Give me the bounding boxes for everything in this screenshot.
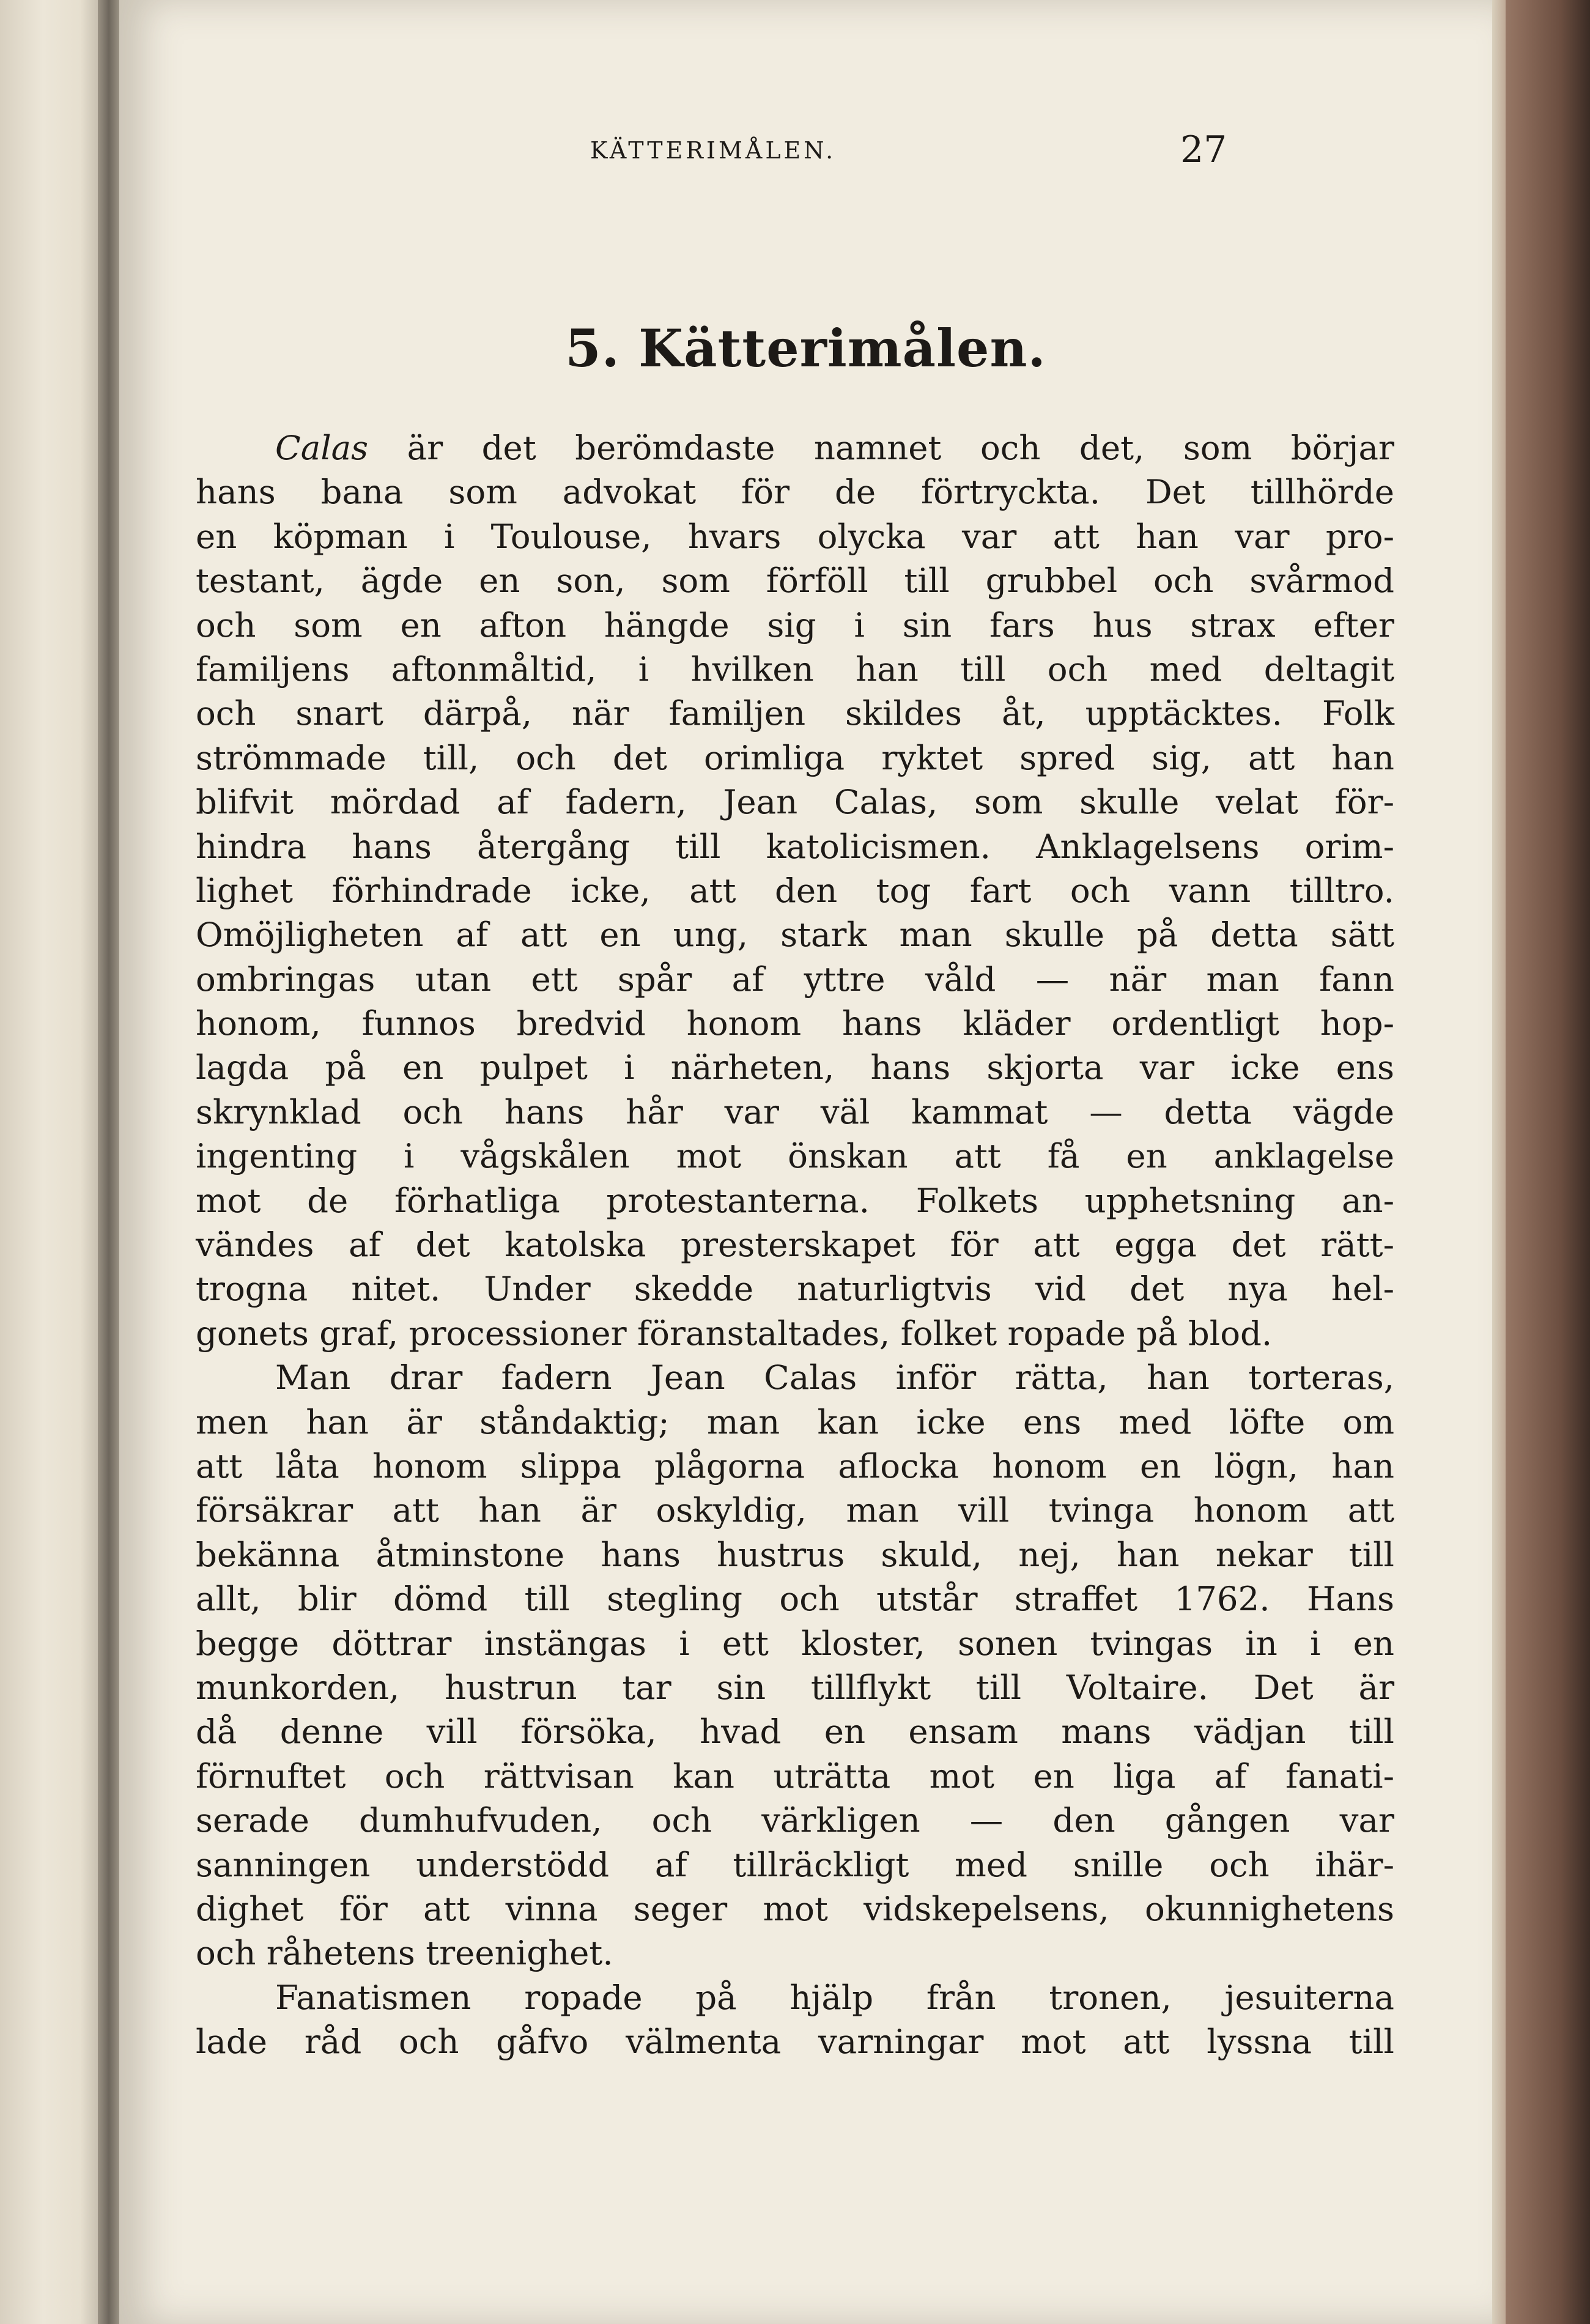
text-line (196, 1311, 1394, 1355)
line-text: lagda på en pulpet i närheten, hans skjorta var icke ens (196, 1048, 1394, 1087)
chapter-title: 5. Kätterimålen. (565, 318, 1046, 379)
text-line (196, 736, 1394, 780)
text-line (196, 1355, 1394, 1399)
text-line (196, 1488, 1394, 1532)
text-line (196, 824, 1394, 868)
text-line (196, 1179, 1394, 1223)
running-head: KÄTTERIMÅLEN. (590, 137, 837, 164)
line-text: trogna nitet. Under skedde naturligtvis vid det nya hel- (196, 1269, 1394, 1309)
text-line (196, 1444, 1394, 1488)
text-line (196, 912, 1394, 957)
italic-name: Calas (275, 428, 369, 467)
text-line (196, 647, 1394, 691)
line-text: familjens aftonmåltid, i hvilken han till och med deltagit (196, 649, 1394, 689)
line-text: men han är ståndaktig; man kan icke ens med löfte om (196, 1402, 1394, 1441)
text-line (196, 1223, 1394, 1267)
body-text (196, 426, 1394, 2063)
line-text: är det berömdaste namnet och det, som börjar (368, 428, 1394, 467)
page-number: 27 (1180, 128, 1227, 171)
text-line (196, 603, 1394, 647)
line-text: vändes af det katolska presterskapet för att egga det rätt- (196, 1225, 1394, 1265)
line-text: bekänna åtminstone hans hustrus skuld, nej, han nekar till (196, 1534, 1394, 1574)
line-text: förnuftet och rättvisan kan uträtta mot en liga af fanati- (196, 1756, 1394, 1796)
text-line (196, 780, 1394, 824)
line-text: och råhetens treenighet. (196, 1933, 613, 1973)
text-line (196, 1533, 1394, 1577)
text-line (196, 1400, 1394, 1444)
text-line (196, 426, 1394, 470)
text-line (196, 1134, 1394, 1178)
book-edge (1492, 0, 1590, 2324)
line-text: försäkrar att han är oskyldig, man vill tvinga honom att (196, 1490, 1394, 1530)
line-text: då denne vill försöka, hvad en ensam mans vädjan till (196, 1712, 1394, 1752)
line-text: lade råd och gåfvo välmenta varningar mot att lyssna till (196, 2022, 1394, 2062)
line-text: gonets graf, processioner föranstaltades, folket ropade på blod. (196, 1313, 1273, 1353)
line-text: sanningen understödd af tillräckligt med snille och ihär- (196, 1845, 1394, 1884)
text-line (196, 1267, 1394, 1311)
text-line (196, 1931, 1394, 1975)
text-line (196, 1709, 1394, 1753)
page-header (119, 128, 1492, 177)
text-line (196, 514, 1394, 558)
line-text: Man drar fadern Jean Calas inför rätta, han torteras, (275, 1358, 1394, 1397)
page-stack-edge (1492, 0, 1506, 2324)
text-line (196, 691, 1394, 735)
line-text: hans bana som advokat för de förtryckta. Det tillhörde (196, 472, 1394, 512)
book-gutter (98, 0, 122, 2324)
text-line (196, 1001, 1394, 1045)
line-text: strömmade till, och det orimliga ryktet spred sig, att han (196, 738, 1394, 777)
text-line (196, 868, 1394, 912)
text-line (196, 957, 1394, 1001)
text-line (196, 1975, 1394, 2019)
line-text: Omöjligheten af att en ung, stark man skulle på detta sätt (196, 915, 1394, 955)
text-line (196, 470, 1394, 514)
line-text: dighet för att vinna seger mot vidskepelsens, okunnighetens (196, 1889, 1394, 1928)
text-line (196, 558, 1394, 602)
line-text: och snart därpå, när familjen skildes åt, upptäcktes. Folk (196, 694, 1394, 733)
text-line (196, 1843, 1394, 1887)
line-text: skrynklad och hans hår var väl kammat — detta vägde (196, 1092, 1394, 1131)
book-page (119, 0, 1492, 2324)
line-text: blifvit mördad af fadern, Jean Calas, som skulle velat för- (196, 782, 1394, 822)
text-line (196, 1798, 1394, 1842)
line-text: Fanatismen ropade på hjälp från tronen, jesuiterna (275, 1977, 1394, 2017)
line-text: ingenting i vågskålen mot önskan att få en anklagelse (196, 1136, 1394, 1176)
text-line (196, 1754, 1394, 1798)
line-text: lighet förhindrade icke, att den tog fart och vann tilltro. (196, 870, 1394, 910)
text-line (196, 1045, 1394, 1089)
line-text: att låta honom slippa plågorna aflocka honom en lögn, han (196, 1446, 1394, 1486)
line-text: och som en afton hängde sig i sin fars hus strax efter (196, 605, 1394, 645)
line-text: begge döttrar instängas i ett kloster, sonen tvingas in i en (196, 1623, 1394, 1663)
line-text: honom, funnos bredvid honom hans kläder ordentligt hop- (196, 1004, 1394, 1043)
text-line (196, 1887, 1394, 1931)
line-text: allt, blir dömd till stegling och utstår straffet 1762. Hans (196, 1579, 1394, 1619)
line-text: en köpman i Toulouse, hvars olycka var att han var pro- (196, 516, 1394, 556)
text-line (196, 1577, 1394, 1621)
text-line (196, 1665, 1394, 1709)
line-text: mot de förhatliga protestanterna. Folkets upphetsning an- (196, 1180, 1394, 1220)
line-text: hindra hans återgång till katolicismen. Anklagelsens orim- (196, 826, 1394, 866)
line-text: munkorden, hustrun tar sin tillflykt till Voltaire. Det är (196, 1667, 1394, 1707)
line-text: testant, ägde en son, som förföll till grubbel och svårmod (196, 561, 1394, 601)
line-text: ombringas utan ett spår af yttre våld — när man fann (196, 959, 1394, 999)
text-line (196, 2019, 1394, 2063)
line-text: serade dumhufvuden, och värkligen — den gången var (196, 1800, 1394, 1840)
left-page-edge (0, 0, 107, 2324)
text-line (196, 1090, 1394, 1134)
text-line (196, 1621, 1394, 1665)
